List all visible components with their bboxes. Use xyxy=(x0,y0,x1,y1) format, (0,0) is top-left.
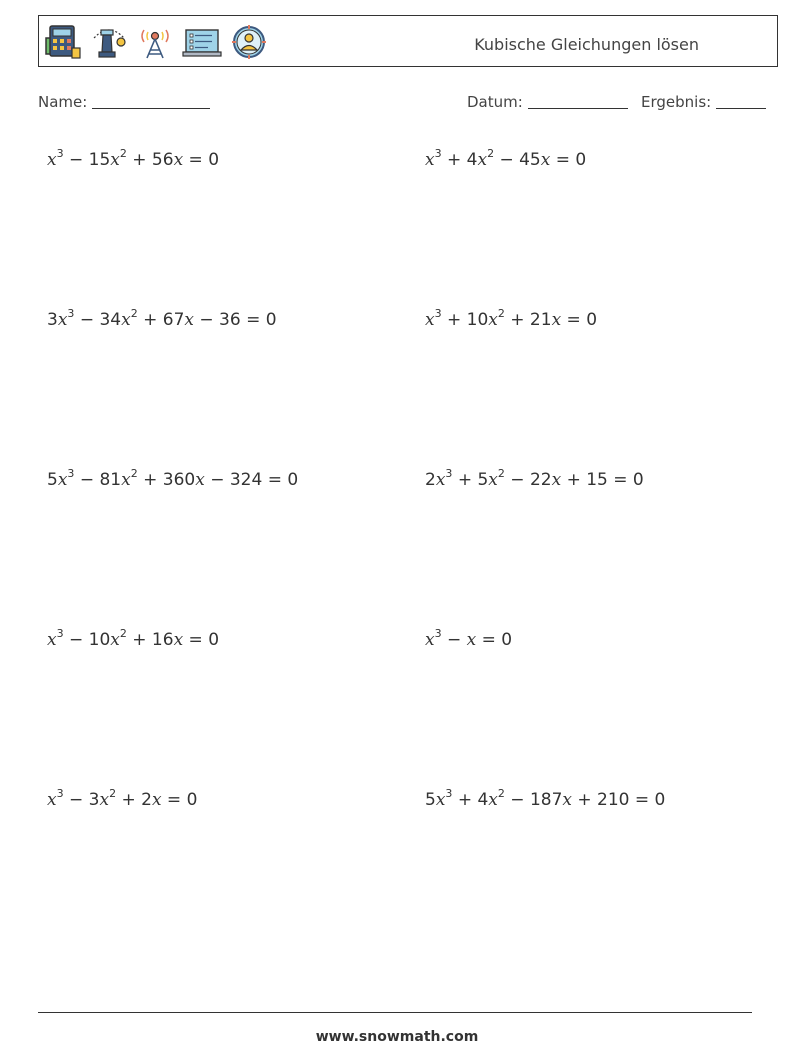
variable: x xyxy=(151,790,162,810)
term: − 10 xyxy=(63,630,111,650)
problem-2 xyxy=(425,147,587,170)
variable: x xyxy=(540,150,551,170)
variable: x xyxy=(466,630,477,650)
exponent: 2 xyxy=(497,307,505,320)
exponent: 3 xyxy=(56,627,64,640)
variable: x xyxy=(121,310,131,330)
exponent: 2 xyxy=(109,787,117,800)
term: = 0 xyxy=(183,150,220,170)
term: − 45 xyxy=(494,150,541,170)
variable: x xyxy=(435,790,446,810)
variable: x xyxy=(184,310,194,330)
term: + 67 xyxy=(137,310,185,330)
problem-5 xyxy=(47,467,299,490)
variable: x xyxy=(477,150,488,170)
term: = 0 xyxy=(476,630,513,650)
problem-4 xyxy=(425,307,598,330)
problem-3 xyxy=(47,307,277,330)
variable: x xyxy=(173,150,184,170)
term: − 324 = 0 xyxy=(204,470,299,490)
user-target-icon xyxy=(230,24,268,60)
exponent: 2 xyxy=(497,787,505,800)
exponent: 3 xyxy=(445,787,453,800)
antenna-tower-icon xyxy=(136,24,174,60)
term: + 4 xyxy=(441,150,478,170)
variable: x xyxy=(110,630,120,650)
result-label: Ergebnis: xyxy=(641,93,712,111)
term: 3 xyxy=(47,310,58,330)
variable: x xyxy=(47,790,57,810)
term: 2 xyxy=(425,470,436,490)
term: − 81 xyxy=(74,470,122,490)
name-field xyxy=(38,93,210,111)
variable: x xyxy=(173,630,184,650)
term: = 0 xyxy=(161,790,198,810)
exponent: 2 xyxy=(119,627,127,640)
variable: x xyxy=(47,630,57,650)
exponent: 3 xyxy=(434,627,442,640)
variable: x xyxy=(425,630,435,650)
variable: x xyxy=(488,470,498,490)
term: + 360 xyxy=(137,470,196,490)
variable: x xyxy=(551,310,562,330)
variable: x xyxy=(488,310,498,330)
variable: x xyxy=(57,310,68,330)
result-field xyxy=(641,93,766,111)
worksheet-title: Kubische Gleichungen lösen xyxy=(474,35,699,54)
date-label: Datum: xyxy=(467,93,523,111)
header-box xyxy=(38,15,778,67)
term: − 3 xyxy=(63,790,100,810)
variable: x xyxy=(99,790,110,810)
variable: x xyxy=(195,470,205,490)
term: − xyxy=(441,630,467,650)
exponent: 2 xyxy=(487,147,495,160)
term: + 210 = 0 xyxy=(571,790,666,810)
variable: x xyxy=(435,470,446,490)
exponent: 3 xyxy=(434,147,442,160)
exponent: 2 xyxy=(497,467,505,480)
chess-rook-icon xyxy=(90,24,128,60)
term: + 16 xyxy=(126,630,174,650)
term: − 36 = 0 xyxy=(193,310,277,330)
laptop-checklist-icon xyxy=(182,24,222,60)
problem-7 xyxy=(47,627,220,650)
exponent: 2 xyxy=(119,147,127,160)
term: + 5 xyxy=(452,470,489,490)
term: + 15 = 0 xyxy=(561,470,644,490)
term: = 0 xyxy=(550,150,587,170)
exponent: 3 xyxy=(445,467,453,480)
term: + 21 xyxy=(504,310,552,330)
header-icons xyxy=(44,22,268,62)
variable: x xyxy=(425,150,435,170)
exponent: 3 xyxy=(67,307,75,320)
term: = 0 xyxy=(183,630,220,650)
variable: x xyxy=(488,790,498,810)
term: + 2 xyxy=(116,790,152,810)
exponent: 3 xyxy=(56,787,64,800)
term: 5 xyxy=(425,790,436,810)
term: 5 xyxy=(47,470,58,490)
problem-1 xyxy=(47,147,220,170)
variable: x xyxy=(110,150,120,170)
problem-10 xyxy=(425,787,666,810)
exponent: 3 xyxy=(434,307,442,320)
term: + 4 xyxy=(452,790,489,810)
name-label: Name: xyxy=(38,93,88,111)
term: + 56 xyxy=(126,150,174,170)
calculator-icon xyxy=(44,24,82,60)
variable: x xyxy=(562,790,572,810)
variable: x xyxy=(551,470,562,490)
problem-9 xyxy=(47,787,198,810)
date-field xyxy=(467,93,628,111)
variable: x xyxy=(47,150,57,170)
variable: x xyxy=(425,310,435,330)
exponent: 2 xyxy=(130,467,138,480)
problem-8 xyxy=(425,627,513,650)
footer-divider xyxy=(38,1012,752,1013)
date-blank[interactable] xyxy=(528,94,628,109)
term: = 0 xyxy=(561,310,598,330)
term: + 10 xyxy=(441,310,489,330)
term: − 187 xyxy=(504,790,563,810)
term: − 22 xyxy=(504,470,552,490)
name-blank[interactable] xyxy=(92,94,210,109)
problem-6 xyxy=(425,467,644,490)
exponent: 3 xyxy=(56,147,64,160)
term: − 34 xyxy=(74,310,122,330)
variable: x xyxy=(121,470,131,490)
footer-url[interactable]: www.snowmath.com xyxy=(315,1029,479,1045)
exponent: 2 xyxy=(130,307,138,320)
exponent: 3 xyxy=(67,467,75,480)
term: − 15 xyxy=(63,150,111,170)
variable: x xyxy=(57,470,68,490)
result-blank[interactable] xyxy=(716,94,766,109)
